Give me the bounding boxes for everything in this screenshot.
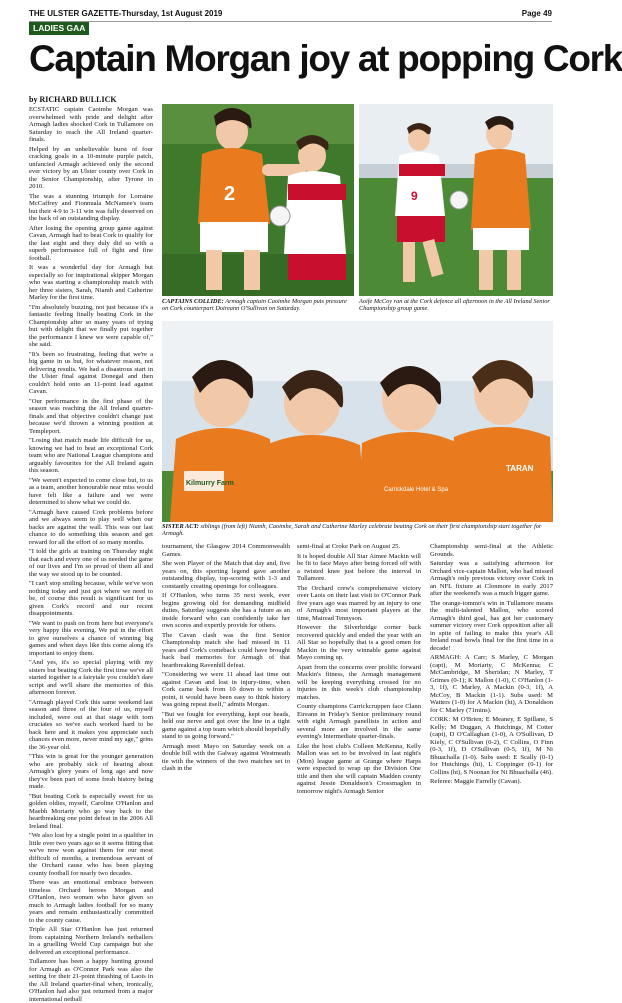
caption-aoife-mccoy [359, 298, 553, 313]
page-header [29, 6, 552, 22]
article-paragraph: She won Player of the Match that day and, five years on, this sporting legend gave another outstanding display, top-scoring with 1-3 and constantly creating openings for colleagues. [162, 560, 290, 590]
article-paragraph: The Cavan clash was the first Senior Championship match she had missed in 11 years and Cork's comeback could have brought back bad memories for Armagh of that heartbreaking Ravenhill defeat. [162, 631, 290, 669]
article-paragraph: "I can't stop smiling because, while we've won nothing today and just got where we need to be, of course this result is significant for us given Cork's record and our recent disappointments. [29, 580, 153, 617]
photo-aoife-mccoy-graphic [359, 104, 553, 296]
photo-aoife-mccoy [359, 104, 553, 296]
article-paragraph: "I'm absolutely buzzing, not just because it's a fantastic feeling finally beating Cork in the Championship after so many years of trying but with delight that we finally put together the performance I knew we were capable of," she said. [29, 303, 153, 348]
bib-number-right: 9 [411, 189, 418, 203]
article-paragraph: County champions Carrickcruppen face Clann Eireann in Friday's Senior preliminary round with eight Armagh panellists in action and several more are involved in the same evening's Intermediate quarter-finals. [297, 703, 421, 740]
page-number: Page 49 [521, 9, 552, 18]
photo-marley-sisters [162, 321, 553, 522]
article-paragraph: "I told the girls at training on Thursday night that each and every one of us needed the game of our lives and I'm so proud of them all and the way we stood up to be counted. [29, 548, 153, 578]
photo-captains-collide [162, 104, 354, 296]
article-paragraph: Tullamore has been a happy hunting ground for Armagh as O'Connor Park was also the setting for their 21-point thrashing of Laois in the All Ireland quarter-final when, ironically, O'Hanlon had also just returned from a major international netball [29, 958, 153, 1003]
caption-1-label: CAPTAINS COLLIDE: [162, 298, 224, 305]
caption-sister-act [162, 523, 553, 538]
caption-captains-collide [162, 298, 354, 313]
caption-3-label: SISTER ACT: [162, 523, 199, 530]
article-paragraph: "Armagh have caused Cork problems before and we always seem to play well when our backs are against the wall. This was our last chance to do something this season and get reward for all the effort of so many months. [29, 508, 153, 546]
article-paragraph: It is hoped double All Star Aimee Mackin will be fit to face Mayo after being forced off with a twisted knee just before the interval in Tullamore. [297, 552, 421, 582]
article-paragraph: Triple All Star O'Hanlon has just returned from captaining Northern Ireland's netballers in a gruelling World Cup campaign but she delivered an exceptional performance. [29, 926, 153, 956]
article-paragraph: "Armagh played Cork this same weekend last season and three of the four of us, myself included, were out at that stage with torn cruciates so we've each worked hard to be back here and it makes you appreciate such chances even more, never mind my age," grins the 36-year old. [29, 698, 153, 751]
article-paragraph: Championship semi-final at the Athletic Grounds. [430, 543, 553, 558]
article-paragraph: ARMAGH: A Carr; S Marley, C Morgan (capt), M Moriarty, C McKenna; C McCambridge, M Sheridan; N Marley, T Grimes (0-1); K Mallon (1-0), C O'Hanlon (1-3, 1f), C Marley, A Mackin (0-3, 1f), A McCoy, B Mackin (1-1). Subs used: M Watters (1-0) for A Mackin (ht), A Donaldson for C Marley (71mins). [430, 654, 553, 714]
article-paragraph: If O'Hanlon, who turns 35 next week, ever begins growing old for demanding midfield duties, Saturday suggests she has a future as an inside forward who can confidently take her own scores and expertly provide for others. [162, 592, 290, 629]
photo-marley-sisters-graphic [162, 321, 553, 522]
article-paragraph: "It's been so frustrating, feeling that we're a big game in us but, for whatever reason, not delivering results. We had a disastrous start in the Ulster final against Donegal and then couldn't hold onto an 11-point lead against Cavan. [29, 350, 153, 395]
caption-3-text: siblings (from left) Niamh, Caoimhe, Sarah and Catherine Marley celebrate beating Cork on their first championship start together for Armagh. [162, 523, 542, 538]
publication-line: THE ULSTER GAZETTE-Thursday, 1st August 2019 [29, 9, 223, 18]
article-paragraph: Referee: Maggie Farrelly (Cavan). [430, 778, 522, 785]
article-paragraph: It was a wonderful day for Armagh but especially so for inspirational skipper Morgan who was starting a championship match with her three sisters, Sarah, Niamh and Catherine Marley for the first time. [29, 264, 153, 301]
article-paragraph: Like the host club's Colleen McKenna, Kelly Mallon was set to be involved in last night's (Mon) league game at Grange where Harps were expected to wrap up the Division One title and then she will captain Madden county against Jessie Donaldson's Crossmaglen in tomorrow night's Armagh Senior [297, 742, 421, 795]
article-paragraph: The was a stunning triumph for Lorraine McCaffrey and Fionnuala McNamee's team but their 4-9 to 3-11 win was fully deserved on the back of an outstanding display. [29, 192, 153, 222]
article-column-1 [29, 106, 153, 1003]
article-paragraph: tournament, the Glasgow 2014 Commonwealth Games. [162, 543, 290, 558]
sponsor-logo-a: Kilmurry Farm [186, 480, 234, 487]
article-paragraph: The orange-tommo's win in Tullamore means the multi-talented Mallon, who scored Armagh's third goal, has got her customary summer victory over Cork opposition after all in spite of failing to make this year's All Ireland road bowls final for the first time in a decade! [430, 599, 553, 652]
headline: Captain Morgan joy at popping Cork [29, 38, 622, 79]
article-paragraph: "We want to push on from here but everyone's very happy this evening. We put in the effort to give ourselves a chance of winning big games and when days like this come along it's important to enjoy them. [29, 619, 153, 657]
article-column-3 [297, 543, 421, 795]
article-paragraph: Apart from the concerns over prolific forward Mackin's fitness, the Armagh management will be keeping everything crossed for no injuries in this week's club championship matches. [297, 663, 421, 701]
bib-number-left: 2 [224, 183, 236, 205]
article-paragraph: "But we fought for everything, kept our heads, held our nerve and got over the line in a tight game against a top team which should hopefully stand to us going forward." [162, 710, 290, 740]
article-paragraph: "Considering we were 11 ahead last time out against Cavan and lost in injury-time, when Cork came back from 10 down to within a point, it would have been easy to think history was going repeat itself," admits Morgan. [162, 671, 290, 708]
article-paragraph: "But beating Cork is especially sweet for us golden oldies, myself, Caroline O'Hanlon and Maebh Moriarty who go way back to the heartbreaking one point defeat in the 2006 All Ireland final. [29, 792, 153, 830]
article-paragraph: "Our performance in the first phase of the season was reaching the All Ireland quarter-finals and that objective couldn't change just because we'd thrown a winning position at Templeport. [29, 397, 153, 435]
article-paragraph: semi-final at Croke Park on August 25. [297, 543, 401, 550]
article-paragraph: Armagh meet Mayo on Saturday week on a double bill with the Galway against Westmeath tie with the winners of the two matches set to clash in the [162, 742, 290, 772]
sponsor-logo-b: Carrickdale Hotel & Spa [384, 487, 449, 493]
article-column-4 [430, 543, 553, 785]
article-paragraph: "This win is great for the younger generation who are probably sick of hearing about Armagh's glory years of long ago and now they've been part of some fresh history being made. [29, 753, 153, 790]
article-paragraph: ECSTATIC captain Caoimhe Morgan was overwhelmed with pride and delight after Armagh ladies shocked Cork in Tullamore on Saturday to reach the All Ireland quarter-finals. [29, 106, 153, 143]
article-paragraph: "Losing that match made life difficult for us, knowing we had to beat an exceptional Cork team who are National League champions and arguably favourites for the All Ireland again this season. [29, 437, 153, 474]
article-paragraph: "And yes, it's so special playing with my sisters but beating Cork the first time we've all started together is a fairytale you couldn't dare script and we'll share the memories of this afternoon forever. [29, 659, 153, 696]
photo-captains-collide-graphic [162, 104, 354, 296]
article-paragraph: "We weren't expected to come close but, to us as a team, another honourable near miss would have felt like a failure and we were determined to show what we could do. [29, 476, 153, 506]
article-paragraph: "We also lost by a single point in a qualifier in little over two years ago so it seems fitting that we've now won against them for our most difficult of months, a tremendous servant of the Orchard cause who has been playing county football for nearly two decades. [29, 832, 153, 877]
sponsor-logo-c: TARAN [506, 464, 534, 473]
article-paragraph: After losing the opening group game against Cavan, Armagh had to beat Cork to qualify for the last eight and they duly did so with a superb performance full of fight and fine football. [29, 224, 153, 262]
article-paragraph: CORK: M O'Brien; E Meaney, E Spillane, S Kelly; M Duggan, A Hutchings, M Cotter (capt), D O'Callaghan (1-0), A O'Sullivan, D Kiely, C O'Sullivan (0-2), C Collins, O Finn (0-3, 1f), D O'Sullivan (0-5, 1f), M Ni Bhuachalla (1-0). Subs used: E Scally (0-1) for Hutchings (ht), L Coppinger (0-1) for Collins (ht), S Noonan for Ni Bhuachalla (46). [430, 716, 553, 776]
article-paragraph: The Orchard crew's comprehensive victory over Laois on their last visit to O'Connor Park five years ago was marred by an injury to one of Armagh's most important players at the time, Mairead Tennyson. [297, 584, 421, 622]
caption-2-text: Aoife McCoy ran at the Cork defence all afternoon in the All Ireland Senior Championship group game. [359, 298, 550, 313]
article-paragraph: There was an emotional embrace between timeless Orchard heroes Morgan and O'Hanlon, two women who have given so much to Armagh ladies football for so many years and remain enthusiastically committed to the county cause. [29, 879, 153, 924]
article-paragraph: Saturday was a satisfying afternoon for Orchard vice-captain Mallon, who had missed Armagh's only previous victory over Cork in an NFL fixture at Clonmore in early 2017 after the weekend's was a much bigger game. [430, 560, 553, 597]
article-paragraph: Helped by an unbelievable burst of four cracking goals in a 10-minute purple patch, unfancied Armagh achieved only the second ever victory by an Ulster county over Cork in the Senior Championship, after Tyrone in 2010. [29, 145, 153, 190]
byline: by RICHARD BULLICK [29, 95, 117, 104]
section-tag: LADIES GAA [29, 22, 89, 35]
caption-1-text: Armagh captain Caoimhe Morgan puts pressure on Cork counterpart Doireann O'Sullivan on Saturday. [162, 298, 347, 313]
article-column-2 [162, 543, 290, 772]
article-paragraph: However the Silverbridge corner back recovered quickly and ended the year with an All Star so hopefully that is a good omen for Mackin in the very winnable game against Mayo coming up. [297, 624, 421, 661]
